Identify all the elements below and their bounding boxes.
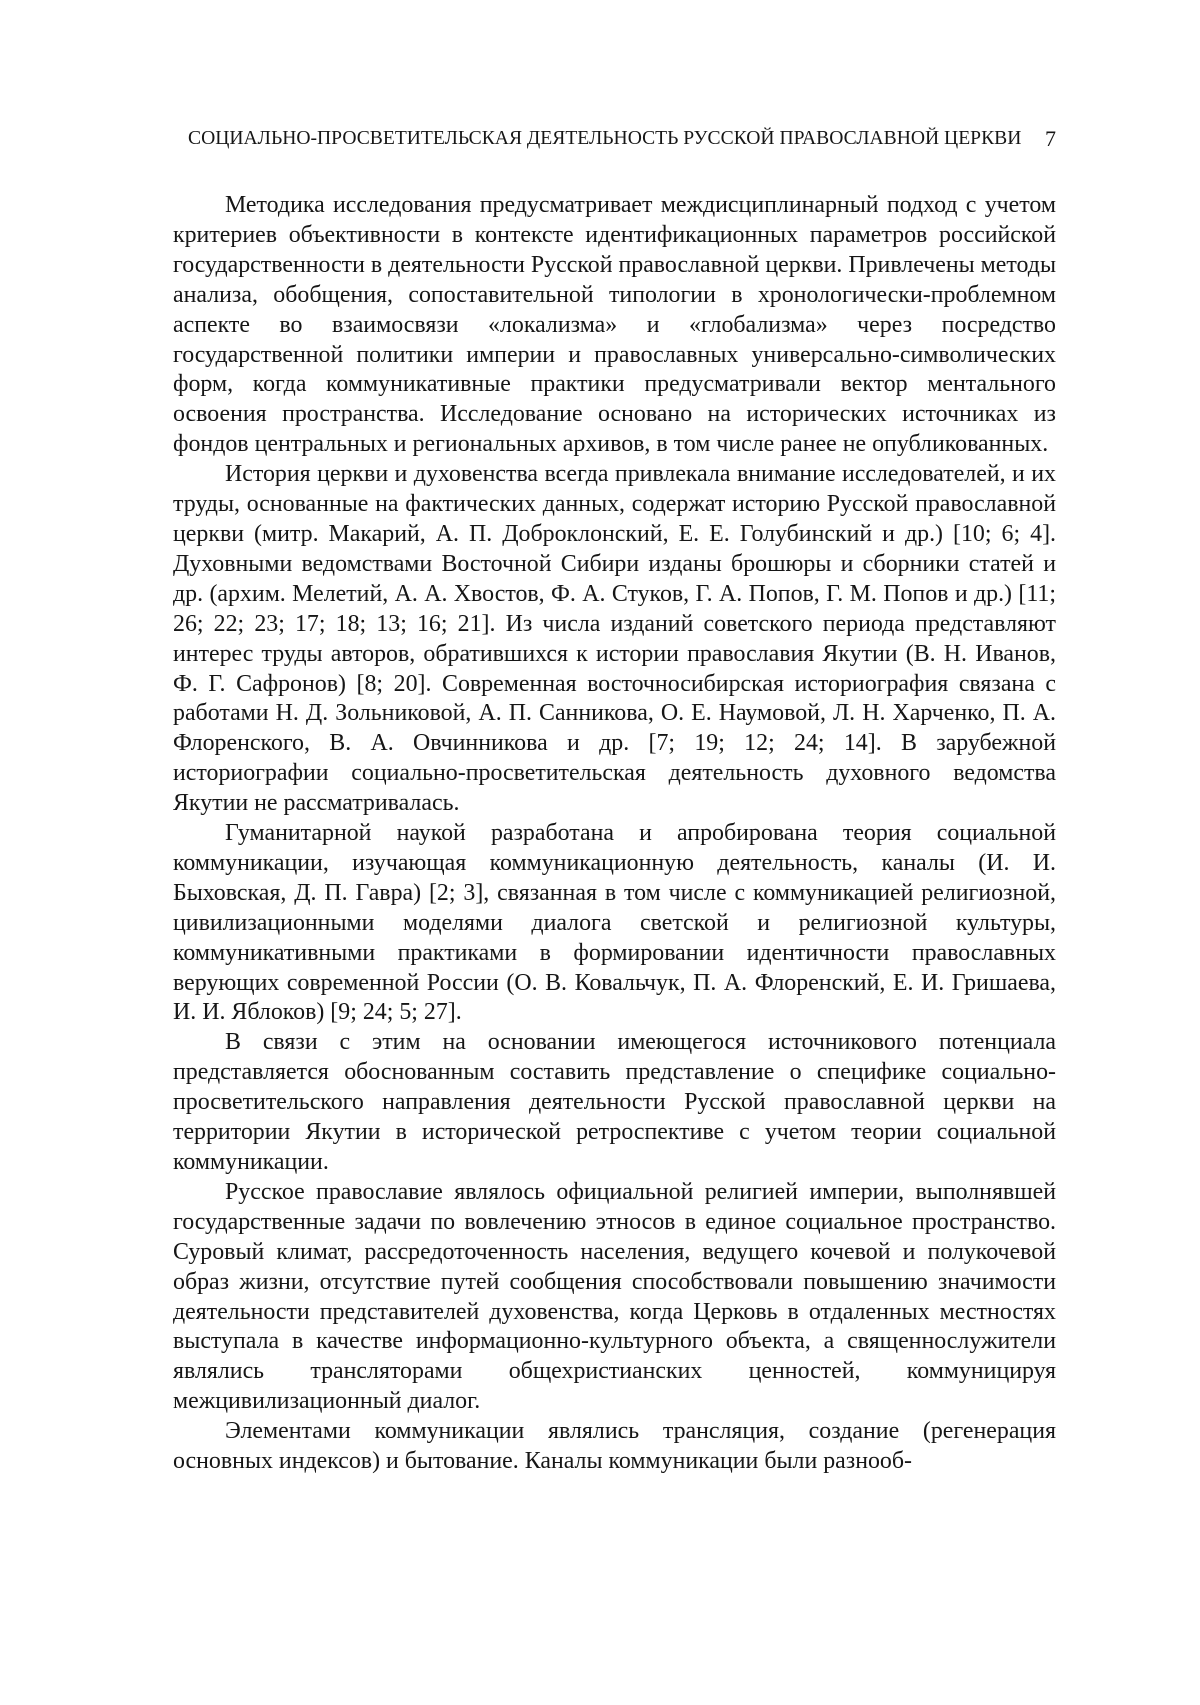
paragraph-historiography: История церкви и духовенства всегда привлекала внимание исследователей, и их труды, основанные на фактических данных, содержат историю Русской православной церкви (митр. Макарий, А. П. Доброклонский, Е. Е. Голубинский и др.) [10; 6; 4]. Духовными ведомствами Восточной Сибири изданы брошюры и сборники статей и др. (архим. Мелетий, А. А. Хвостов, Ф. А. Стуков, Г. А. Попов, Г. М. Попов и др.) [11; 26; 22; 23; 17; 18; 13; 16; 21]. Из числа изданий советского периода представляют интерес труды авторов, обратившихся к истории православия Якутии (В. Н. Иванов, Ф. Г. Сафронов) [8; 20]. Современная восточносибирская историография связана с работами Н. Д. Зольниковой, А. П. Санникова, О. Е. Наумовой, Л. Н. Харченко, П. А. Флоренского, В. А. Овчинникова и др. [7; 19; 12; 24; 14]. В зарубежной историографии социально-просветительская деятельность духовного ведомства Якутии не рассматривалась.: [173, 461, 1056, 817]
paragraph-communication-theory: Гуманитарной наукой разработана и апробирована теория социальной коммуникации, изучающая коммуникационную деятельность, каналы (И. И. Быховская, Д. П. Гавра) [2; 3], связанная в том числе с коммуникацией религиозной, цивилизационными моделями диалога светской и религиозной культуры, коммуникативными практиками в формировании идентичности православных верующих современной России (О. В. Ковальчук, П. А. Флоренский, Е. И. Гришаева, И. И. Яблоков) [9; 24; 5; 27].: [173, 820, 1056, 1026]
body-text: [173, 191, 1056, 1477]
paragraph-communication-elements: Элементами коммуникации являлись трансляция, создание (регенерация основных индексов) и бытование. Каналы коммуникации были разнооб-: [173, 1418, 1056, 1475]
paragraph-orthodoxy-role: Русское православие являлось официальной религией империи, выполнявшей государственные задачи по вовлечению этносов в единое социальное пространство. Суровый климат, рассредоточенность населения, ведущего кочевой и полукочевой образ жизни, отсутствие путей сообщения способствовали повышению значимости деятельности представителей духовенства, когда Церковь в отдаленных местностях выступала в качестве информационно-культурного объекта, а священнослужители являлись трансляторами общехристианских ценностей, коммуницируя межцивилизационный диалог.: [173, 1178, 1056, 1415]
paragraph-research-aim: В связи с этим на основании имеющегося источникового потенциала представляется обоснованным составить представление о специфике социально-просветительского направления деятельности Русской православной церкви на территории Якутии в исторической ретроспективе с учетом теории социальной коммуникации.: [173, 1029, 1056, 1175]
paragraph-methodology: Методика исследования предусматривает междисциплинарный подход с учетом критериев объективности в контексте идентификационных параметров российской государственности в деятельности Русской православной церкви. Привлечены методы анализа, обобщения, сопоставительной типологии в хронологически-проблемном аспекте во взаимосвязи «локализма» и «глобализма» через посредство государственной политики империи и православных универсально-символических форм, когда коммуникативные практики предусматривали вектор ментального освоения пространства. Исследование основано на исторических источниках из фондов центральных и региональных архивов, в том числе ранее не опубликованных.: [173, 192, 1056, 458]
page-number: 7: [1045, 126, 1056, 151]
running-head-title: СОЦИАЛЬНО-ПРОСВЕТИТЕЛЬСКАЯ ДЕЯТЕЛЬНОСТЬ РУССКОЙ ПРАВОСЛАВНОЙ ЦЕРКВИ: [188, 128, 1022, 149]
running-head: [188, 124, 1056, 154]
